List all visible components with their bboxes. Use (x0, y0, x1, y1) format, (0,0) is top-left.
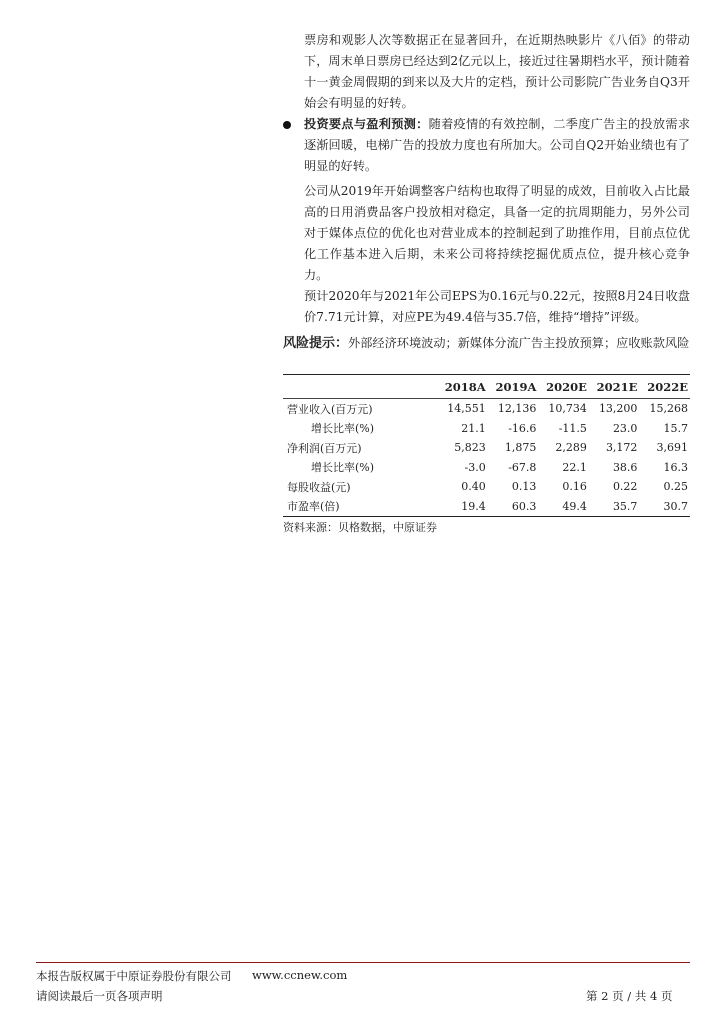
table-cell: 19.4 (437, 497, 488, 517)
table-cell: 23.0 (612, 421, 638, 435)
table-header-cell: 2018A (437, 375, 488, 399)
table-cell: 0.25 (663, 480, 688, 494)
table-cell: -3.0 (464, 460, 486, 474)
table-row (283, 419, 690, 439)
table-cell: 10,734 (548, 402, 587, 416)
table-cell: 21.1 (461, 421, 486, 435)
table-cell: 12,136 (497, 402, 537, 416)
footer-page-number: 第 2 页 / 共 4 页 (586, 989, 673, 1003)
table-cell: 14,551 (447, 402, 486, 416)
investment-points-text: 随着疫情的有效控制，二季度广告主的投放需求逐渐回暖，电梯广告的投放力度也有所加大。公司自Q2开始业绩也有了明显的好转。 (304, 117, 691, 173)
paragraph-forecast: 预计2020年与2021年公司EPS为0.16元与0.22元，按照8月24日收盘价7.71元计算，对应PE为49.4倍与35.7倍，维持“增持”评级。 (304, 289, 690, 324)
table-header-cell: 2022E (639, 375, 690, 399)
table-cell: 22.1 (562, 460, 587, 474)
table-cell: 38.6 (612, 460, 638, 474)
table-cell: 49.4 (538, 497, 589, 517)
table-header-cell: 2021E (589, 375, 640, 399)
footer-website-link[interactable]: www.ccnew.com (252, 968, 348, 982)
table-header-corner (283, 375, 437, 399)
row-label: 营业收入(百万元) (287, 402, 373, 416)
row-label: 净利润(百万元) (287, 441, 362, 455)
table-row (283, 438, 690, 458)
row-label: 增长比率(%) (311, 461, 375, 475)
table-cell: 30.7 (639, 497, 690, 517)
paragraph-box-office: 票房和观影人次等数据正在显著回升，在近期热映影片《八佰》的带动下，周末单日票房已经达到2亿元以上，接近过往暑期档水平，预计随着十一黄金周假期的到来以及大片的定档，预计公司影院广告业务自Q3开始会有明显的好转。 (304, 33, 690, 110)
table-cell: 0.13 (511, 480, 537, 494)
risk-text: 外部经济环境波动；新媒体分流广告主投放预算；应收账款风险 (348, 336, 690, 350)
table-header-row (283, 375, 690, 399)
table-cell: -11.5 (558, 421, 587, 435)
table-cell: 16.3 (663, 460, 688, 474)
table-source-note: 资料来源：贝格数据，中原证券 (283, 521, 437, 534)
table-header-cell: 2020E (538, 375, 589, 399)
paragraph-customers: 公司从2019年开始调整客户结构也取得了明显的成效，目前收入占比最高的日用消费品客户投放相对稳定，具备一定的抗周期能力，另外公司对于媒体点位的优化也对营业成本的控制起到了助推作用，目前点位优化工作基本进入后期，未来公司将持续挖掘优质点位，提升核心竞争力。 (304, 184, 690, 282)
table-cell: 15.7 (663, 421, 688, 435)
table-cell: 3,172 (605, 441, 638, 455)
table-cell: 2,289 (555, 441, 587, 455)
table-cell: 3,691 (656, 441, 688, 455)
table-header-cell: 2019A (488, 375, 539, 399)
footer-divider (36, 962, 690, 963)
table-cell: 13,200 (598, 402, 638, 416)
table-cell: 1,875 (504, 441, 537, 455)
risk-label: 风险提示： (283, 336, 349, 351)
investment-points (283, 114, 690, 177)
investment-points-heading: 投资要点与盈利预测： (304, 117, 429, 131)
table-cell: 5,823 (454, 441, 486, 455)
table-cell: -67.8 (508, 460, 537, 474)
table-row (283, 497, 690, 517)
financial-forecast-table (283, 374, 690, 517)
table-cell: 60.3 (488, 497, 539, 517)
table-row (283, 458, 690, 478)
table-cell: 35.7 (589, 497, 640, 517)
risk-warning (283, 333, 690, 354)
table-cell: 0.16 (562, 480, 587, 494)
table-row (283, 399, 690, 419)
table-cell: 15,268 (649, 402, 688, 416)
footer-copyright: 本报告版权属于中原证券股份有限公司 (36, 969, 232, 983)
table-cell: 0.22 (612, 480, 638, 494)
footer-disclaimer: 请阅读最后一页各项声明 (36, 989, 163, 1003)
table-cell: -16.6 (508, 421, 537, 435)
bullet-dot-icon (283, 121, 291, 129)
row-label: 每股收益(元) (287, 480, 351, 494)
table-row (283, 477, 690, 497)
table-cell: 0.40 (461, 480, 486, 494)
row-label: 市盈率(倍) (283, 497, 437, 517)
row-label: 增长比率(%) (311, 422, 375, 436)
